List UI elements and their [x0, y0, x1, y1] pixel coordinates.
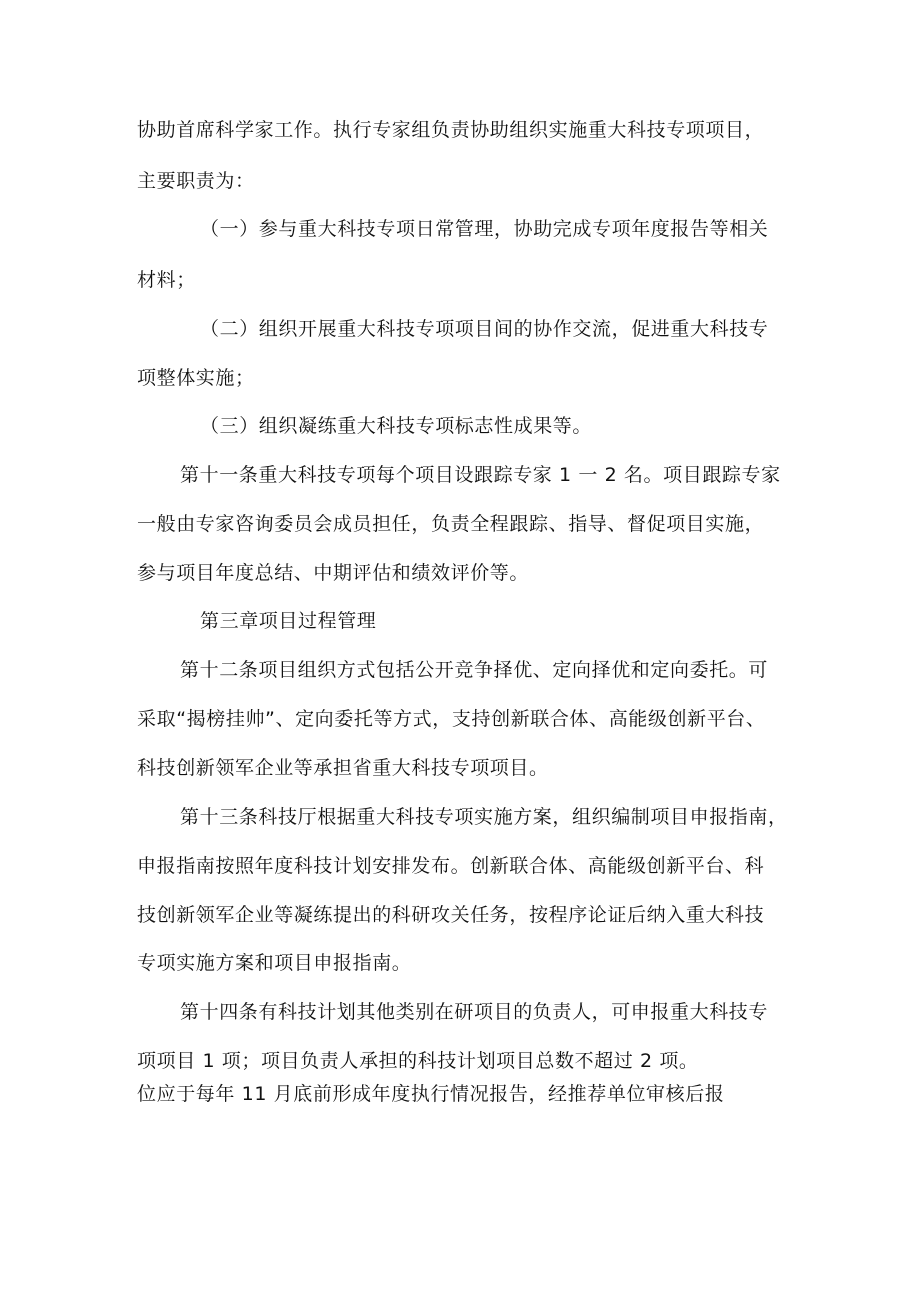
article-line: 第十一条重大科技专项每个项目设跟踪专家 1 一 2 名。项目跟踪专家 [180, 464, 781, 486]
paragraph-line: 协助首席科学家工作。执行专家组负责协助组织实施重大科技专项项目， [137, 119, 765, 141]
article-line: 专项实施方案和项目申报指南。 [137, 952, 412, 974]
list-item-line: （三）组织凝练重大科技专项标志性成果等。 [200, 415, 593, 437]
chapter-heading: 第三章项目过程管理 [200, 610, 377, 632]
list-item-line: 材料； [137, 269, 196, 291]
article-line: 采取“揭榜挂帅”、定向委托等方式，支持创新联合体、高能级创新平台、 [137, 708, 766, 730]
article-line: 一般由专家咨询委员会成员担任，负责全程跟踪、指导、督促项目实施， [137, 513, 765, 535]
article-line: 申报指南按照年度科技计划安排发布。创新联合体、高能级创新平台、科 [137, 855, 765, 877]
list-item-line: （二）组织开展重大科技专项项目间的协作交流，促进重大科技专 [200, 318, 769, 340]
article-line: 科技创新领军企业等承担省重大科技专项项目。 [137, 757, 549, 779]
article-line: 项项目 1 项；项目负责人承担的科技计划项目总数不超过 2 项。 [137, 1050, 699, 1072]
article-line: 位应于每年 11 月底前形成年度执行情况报告，经推荐单位审核后报 [137, 1083, 725, 1105]
article-line: 第十三条科技厅根据重大科技专项实施方案，组织编制项目申报指南， [180, 806, 788, 828]
paragraph-line: 主要职责为： [137, 170, 255, 192]
article-line: 技创新领军企业等凝练提出的科研攻关任务，按程序论证后纳入重大科技 [137, 904, 765, 926]
article-line: 参与项目年度总结、中期评估和绩效评价等。 [137, 562, 530, 584]
list-item-line: 项整体实施； [137, 367, 255, 389]
list-item-line: （一）参与重大科技专项日常管理，协助完成专项年度报告等相关 [200, 218, 769, 240]
article-line: 第十四条有科技计划其他类别在研项目的负责人，可申报重大科技专 [180, 1001, 769, 1023]
article-line: 第十二条项目组织方式包括公开竞争择优、定向择优和定向委托。可 [180, 659, 769, 681]
